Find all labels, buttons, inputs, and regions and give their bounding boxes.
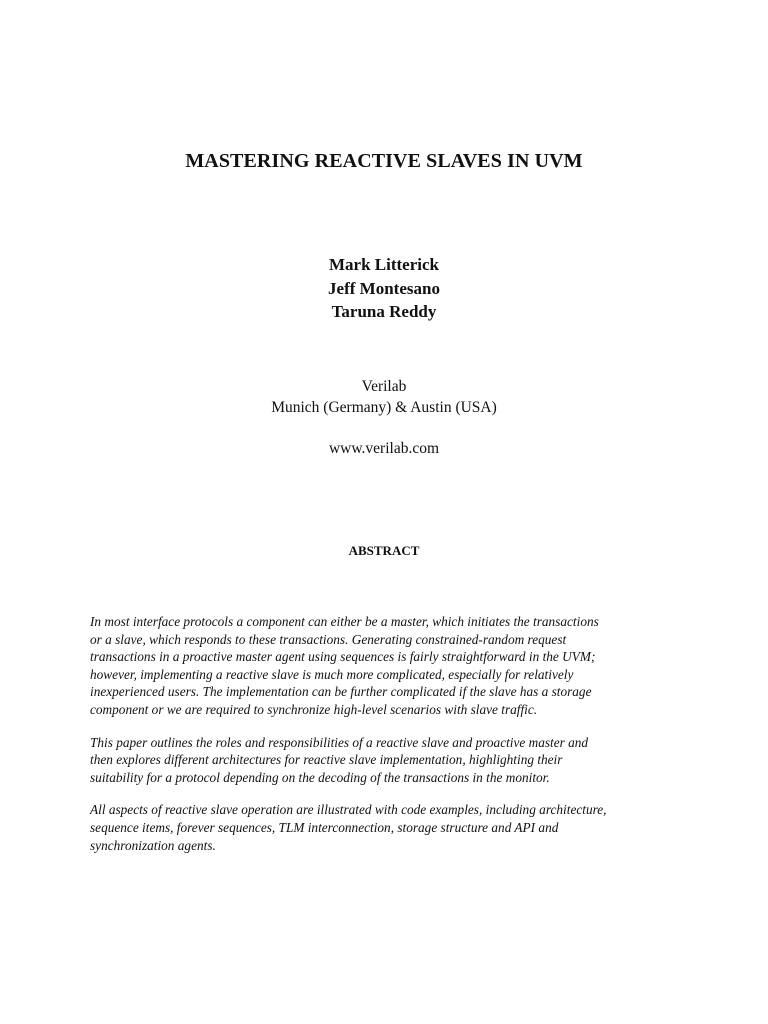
abstract-line: component or we are required to synchronize high-level scenarios with slave traffic. <box>90 701 538 717</box>
author-list <box>0 253 768 324</box>
abstract-line: however, implementing a reactive slave is much more complicated, especially for relatively <box>90 666 574 682</box>
abstract-line: In most interface protocols a component can either be a master, which initiates the transactions <box>90 614 599 629</box>
abstract-body <box>90 613 690 869</box>
abstract-heading: ABSTRACT <box>348 543 420 558</box>
author-name: Mark Litterick <box>329 255 439 274</box>
abstract-line: or a slave, which responds to these transactions. Generating constrained-random request <box>90 631 567 647</box>
abstract-paragraph <box>90 734 690 787</box>
abstract-paragraph <box>90 613 690 719</box>
affiliation <box>0 376 768 418</box>
abstract-line: All aspects of reactive slave operation are illustrated with code examples, including architecture, <box>90 802 607 818</box>
organization-locations: Munich (Germany) & Austin (USA) <box>271 399 497 416</box>
website-link[interactable]: www.verilab.com <box>328 440 440 457</box>
abstract-line: then explores different architectures for reactive slave implementation, highlighting their <box>90 752 563 768</box>
abstract-line: transactions in a proactive master agent using sequences is fairly straightforward in the UVM; <box>90 649 596 665</box>
abstract-paragraph <box>90 801 690 854</box>
author-name: Taruna Reddy <box>331 302 437 321</box>
abstract-line: inexperienced users. The implementation can be further complicated if the slave has a storage <box>90 684 592 700</box>
abstract-line: suitability for a protocol depending on the decoding of the transactions in the monitor. <box>90 769 550 785</box>
organization-name: Verilab <box>361 378 407 395</box>
abstract-line: This paper outlines the roles and responsibilities of a reactive slave and proactive master and <box>90 734 589 750</box>
author-name: Jeff Montesano <box>328 278 440 298</box>
abstract-line: sequence items, forever sequences, TLM interconnection, storage structure and API and <box>90 819 559 835</box>
abstract-line: synchronization agents. <box>90 837 216 853</box>
paper-title: MASTERING REACTIVE SLAVES IN UVM <box>185 150 583 172</box>
